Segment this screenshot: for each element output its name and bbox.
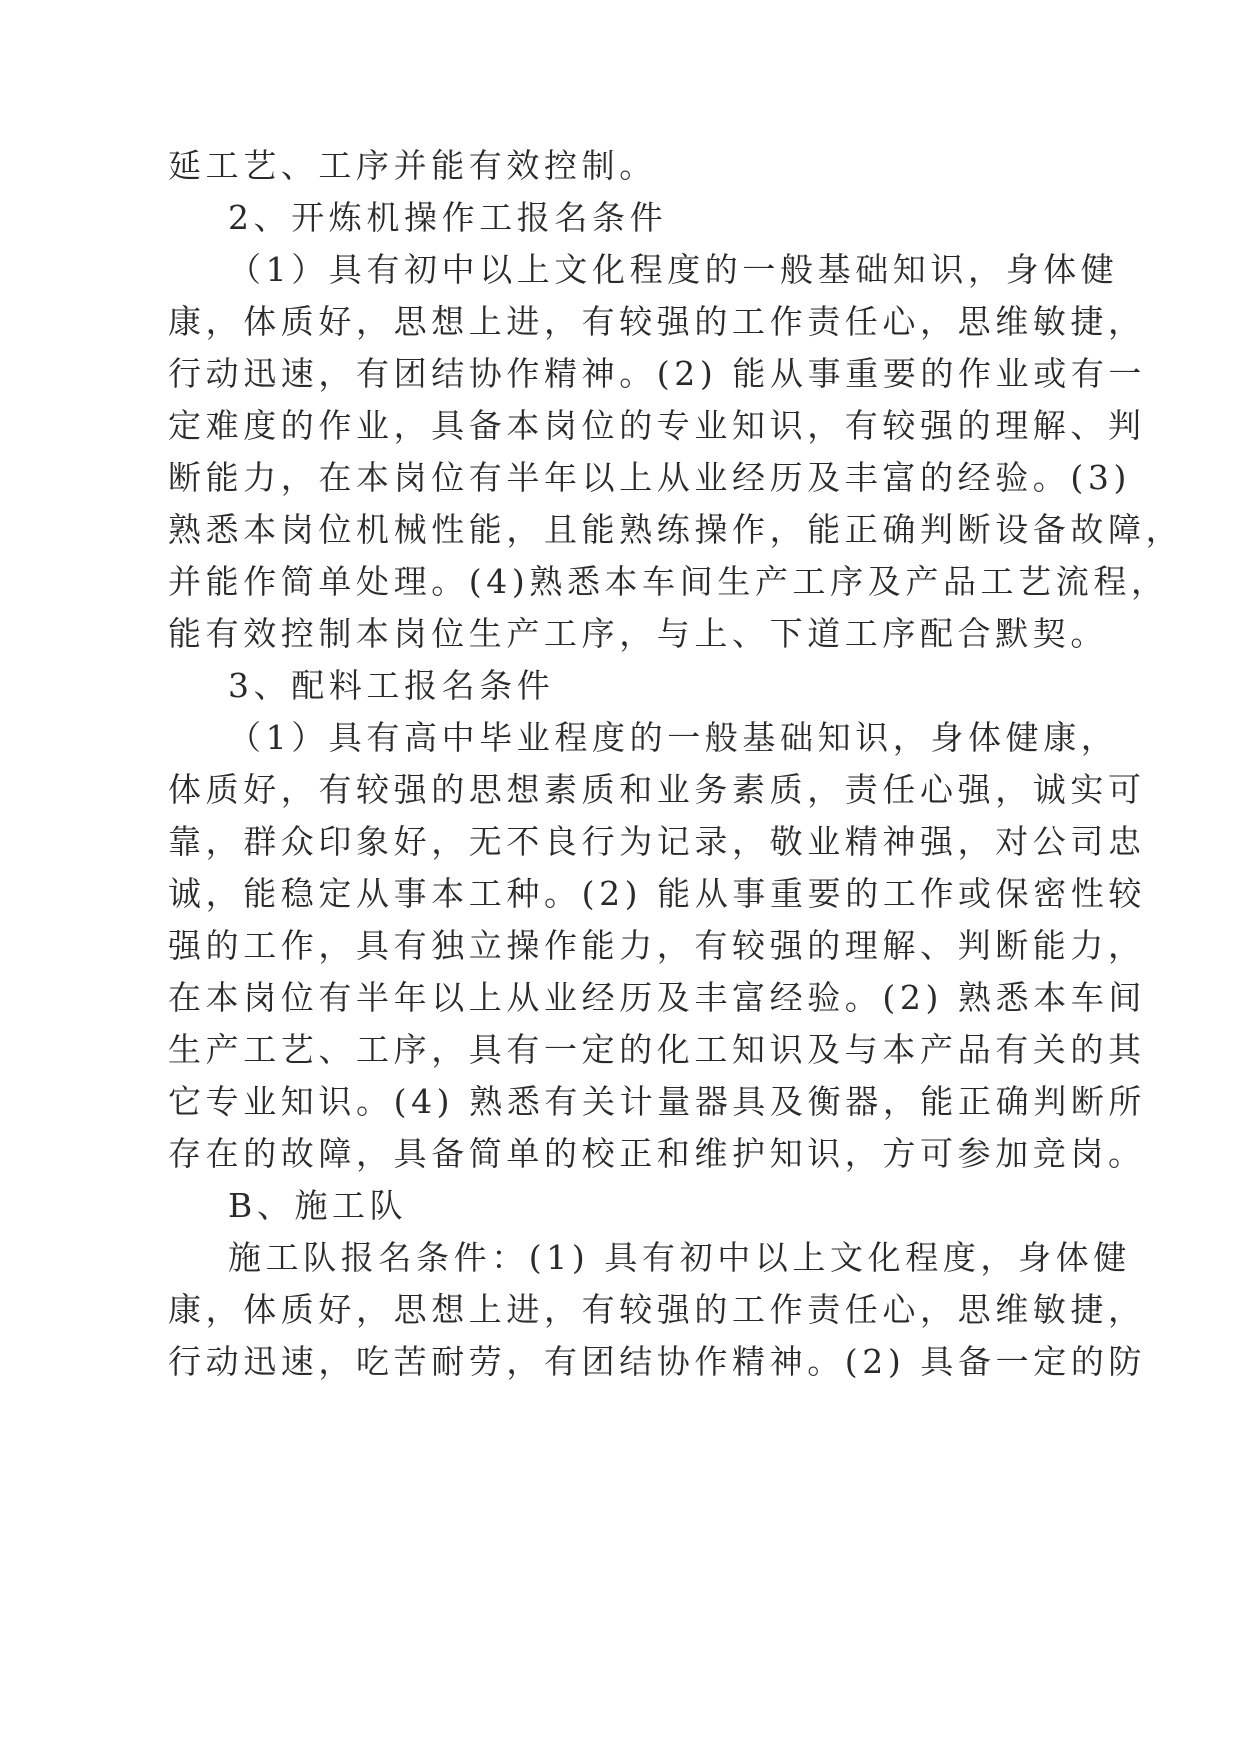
section-heading: B、施工队	[228, 1186, 408, 1225]
body-text-line: 它专业知识。(4) 熟悉有关计量器具及衡器，能正确判断所	[168, 1082, 1147, 1121]
body-text-line: 靠，群众印象好，无不良行为记录，敬业精神强，对公司忠	[168, 822, 1146, 861]
body-text-line: （1）具有高中毕业程度的一般基础知识，身体健康，	[228, 718, 1119, 757]
body-text-line: 并能作简单处理。(4)熟悉本车间生产工序及产品工艺流程，	[168, 562, 1169, 601]
body-text-line: 生产工艺、工序，具有一定的化工知识及与本产品有关的其	[168, 1030, 1146, 1069]
body-text-line: 体质好，有较强的思想素质和业务素质，责任心强，诚实可	[168, 770, 1146, 809]
body-text-line: 行动迅速，有团结协作精神。(2) 能从事重要的作业或有一	[168, 354, 1147, 393]
body-text-line: 能有效控制本岗位生产工序，与上、下道工序配合默契。	[168, 614, 1108, 653]
body-text-line: 施工队报名条件：(1) 具有初中以上文化程度，身体健	[228, 1238, 1131, 1277]
section-heading: 3、配料工报名条件	[228, 666, 555, 705]
body-text-line: 延工艺、工序并能有效控制。	[168, 146, 657, 185]
body-text-line: 诚，能稳定从事本工种。(2) 能从事重要的工作或保密性较	[168, 874, 1147, 913]
body-text-line: 熟悉本岗位机械性能，且能熟练操作，能正确判断设备故障，	[168, 510, 1184, 549]
body-text-line: 断能力，在本岗位有半年以上从业经历及丰富的经验。(3)	[168, 458, 1131, 497]
body-text-line: （1）具有初中以上文化程度的一般基础知识，身体健	[228, 250, 1119, 289]
body-text-line: 在本岗位有半年以上从业经历及丰富经验。(2) 熟悉本车间	[168, 978, 1147, 1017]
body-text-line: 强的工作，具有独立操作能力，有较强的理解、判断能力，	[168, 926, 1146, 965]
body-text-line: 行动迅速，吃苦耐劳，有团结协作精神。(2) 具备一定的防	[168, 1342, 1147, 1381]
body-text-line: 康，体质好，思想上进，有较强的工作责任心，思维敏捷，	[168, 302, 1146, 341]
body-text-line: 存在的故障，具备简单的校正和维护知识，方可参加竞岗。	[168, 1134, 1146, 1173]
body-text-line: 定难度的作业，具备本岗位的专业知识，有较强的理解、判	[168, 406, 1146, 445]
section-heading: 2、开炼机操作工报名条件	[228, 198, 668, 237]
body-text-line: 康，体质好，思想上进，有较强的工作责任心，思维敏捷，	[168, 1290, 1146, 1329]
